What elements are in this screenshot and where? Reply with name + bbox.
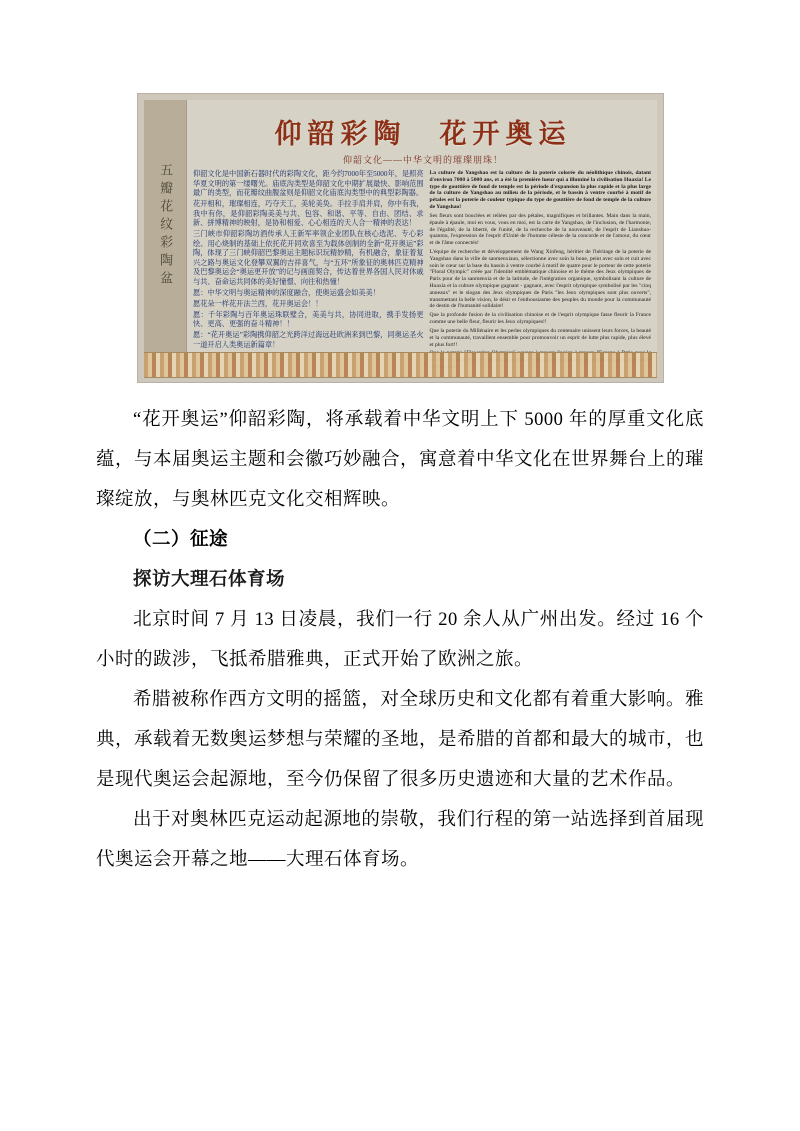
plaque-cn-para: 三门峡市仰韶彩陶坊酒传承人王新军率领企业团队在核心选泥、专心彩绘、用心烧制的基础上依托花开同欢喜至为载体创制的全新“花开奥运”彩陶，体现了三门峡仰韶巴黎奥运主题标识玩精妙精，有机融合，象征着复兴之路与奥运文化登攀双翼的吉祥喜气，与“五环”所象征的奥林匹克精神及巴黎奥运会“奥运更开放”的记与画面契合，传达着世界各国人民对休戚与共、奋命运共同体的美好憧憬、向往和热憧！ <box>193 230 424 286</box>
plaque-fr-para: Que la profonde fusion de la civilisation chinoise et de l'esprit olympique fasse fleurir la France comme une belle fleur, fleurir les Jeux olympiques!! <box>429 312 651 326</box>
decorative-border <box>144 352 657 378</box>
plaque-cn-para: 愿花朵一样花开法兰西，花开奥运会！！ <box>193 299 323 308</box>
plaque-chinese-text <box>193 170 424 352</box>
document-body <box>96 400 704 880</box>
plaque-cn-para: 仰韶文化是中国新石器时代的彩陶文化，距今约7000年至5000年，是照亮华夏文明的第一缕曙光。庙底沟类型是仰韶文化中期扩展最快、影响范围最广的类型，而花瓣纹曲腹盆则是仰韶文化庙底沟类型中的典型彩陶器。 <box>193 170 424 197</box>
paragraph: 希腊被称作西方文明的摇篮，对全球历史和文化都有着重大影响。雅典，承载着无数奥运梦想与荣耀的圣地，是希腊的首都和最大的城市，也是现代奥运会起源地，至今仍保留了很多历史遗迹和大量的艺术作品。 <box>96 690 705 790</box>
paragraph: 北京时间 7 月 13 日凌晨，我们一行 20 余人从广州出发。经过 16 个小时的跋涉，飞抵希腊雅典，正式开始了欧洲之旅。 <box>96 610 704 670</box>
plaque-inner <box>144 100 657 352</box>
plaque-cn-para: 愿：中华文明与奥运精神的深度融合，使奥运盛会如美美！ <box>193 288 380 297</box>
sub-heading: 探访大理石体育场 <box>133 570 286 590</box>
plaque-vertical-title: 五瓣花纹彩陶盆 <box>158 163 174 289</box>
plaque-fr-para: L'équipe de recherche et développement de Wang Xinfeng, héritier de l'héritage de la poterie de Yangshao dans la ville de sanmenxiaun, sélectionne avec soin la boue, peint avec soin et cuit avec soin le cœur sur la base du bassin à ventre courbé à motif de quatre pour le porteur de cette poterie "Floral Olympic" créée par l'identité emblématique chinoise et le thème des Jeux olympiques de Paris pour de la sanmenxia et de la latitude, de l'intégration organique, symbolisant la culture de Huaxia et la culture olympique gagnant - gagnant, avec l'esprit olympique symbolisé par les "cinq anneaux" et le slogan des Jeux olympiques de Paris "les Jeux olympiques sont plus ouverts", transmettant la belle vision, le désir et l'enthousiasme des peuples du monde pour la communauté de destin de l'humanité solidaire! <box>429 248 651 310</box>
plaque-french-text <box>430 170 653 352</box>
plaque-cn-para: 愿：千年彩陶与百年奥运珠联璧合，美美与共，协同进取，携手发扬更快、更高、更强的奋斗精神！！ <box>193 310 424 328</box>
plaque-main <box>187 100 657 352</box>
plaque-subtitle: 仰韶文化——中华文明的璀璨朋珠！ <box>342 155 503 165</box>
plaque-fr-para: Ses fleurs sont bouclées et reliées par des pétales, magnifiques et brillantes. Main dans la main, épaule à épaule, moi en vous, vous en moi, est la carte de Yangshao, de l'inclusion, de l'harmonie, de l'égalité, de la liberté, de l'unité, de la recherche de la nouveauté, de l'esprit de Lianshuo-quanmu, l'expression de l'esprit d'Unité de l'homme céleste de la concorde et de l'amour, du cœur et de l'âme connectés! <box>429 212 651 247</box>
paragraph: 出于对奥林匹克运动起源地的崇敬，我们行程的第一站选择到首届现代奥运会开幕之地——大理石体育场。 <box>96 810 704 870</box>
plaque-cn-para: 愿：“花开奥运”彩陶携仰韶之光跨洋过海远赴欧洲来到巴黎，同奥运圣火一道开启人类奥运新篇章！ <box>193 331 424 349</box>
plaque-vertical-band <box>144 100 187 352</box>
plaque-cn-para: 花开相和，璀璨相连，巧夺天工，美轮美奂。手拉手肩并肩，你中有我，我中有你，是仰韶彩陶美美与共、包容、和谐、平等、自由、团结、求新、拼博精神的映射，是协和相爱、心心相连的天人合一精神的表达！ <box>193 200 424 227</box>
plaque-fr-para: La culture de Yangshao est la culture de la poterie colorée du néolithique chinois, datant d'environ 7000 à 5000 ans, et a été la première lueur qui a illuminé la civilisation Huaxia! Le type de gouttière de fond de temple est la période d'expansion la plus rapide et la plus large de la culture de Yangshao au milieu de la période, et le bassin à ventre courbé à motif de pétales est la poterie de couleur typique du type de gouttière de fond de temple de la culture de Yangshao! <box>429 170 651 211</box>
plaque-frame <box>137 93 664 383</box>
plaque-image <box>137 93 664 383</box>
plaque-fr-para: Que la poterie du Millénaire et les perles olympiques du centenaire unissent leurs forces, la beauté et la communauté, travaillent ensemble pour promouvoir un esprit de lutte plus rapide, plus élevé et plus fort!! <box>429 327 651 348</box>
plaque-headline: 仰韶彩陶 花开奥运 <box>274 119 572 149</box>
section-heading: （二）征途 <box>133 530 229 550</box>
paragraph: “花开奥运”仰韶彩陶，将承载着中华文明上下 5000 年的厚重文化底蕴，与本届奥运主题和会徽巧妙融合，寓意着中华文化在世界舞台上的璀璨绽放，与奥林匹克文化交相辉映。 <box>96 410 705 510</box>
plaque-columns <box>193 170 653 352</box>
